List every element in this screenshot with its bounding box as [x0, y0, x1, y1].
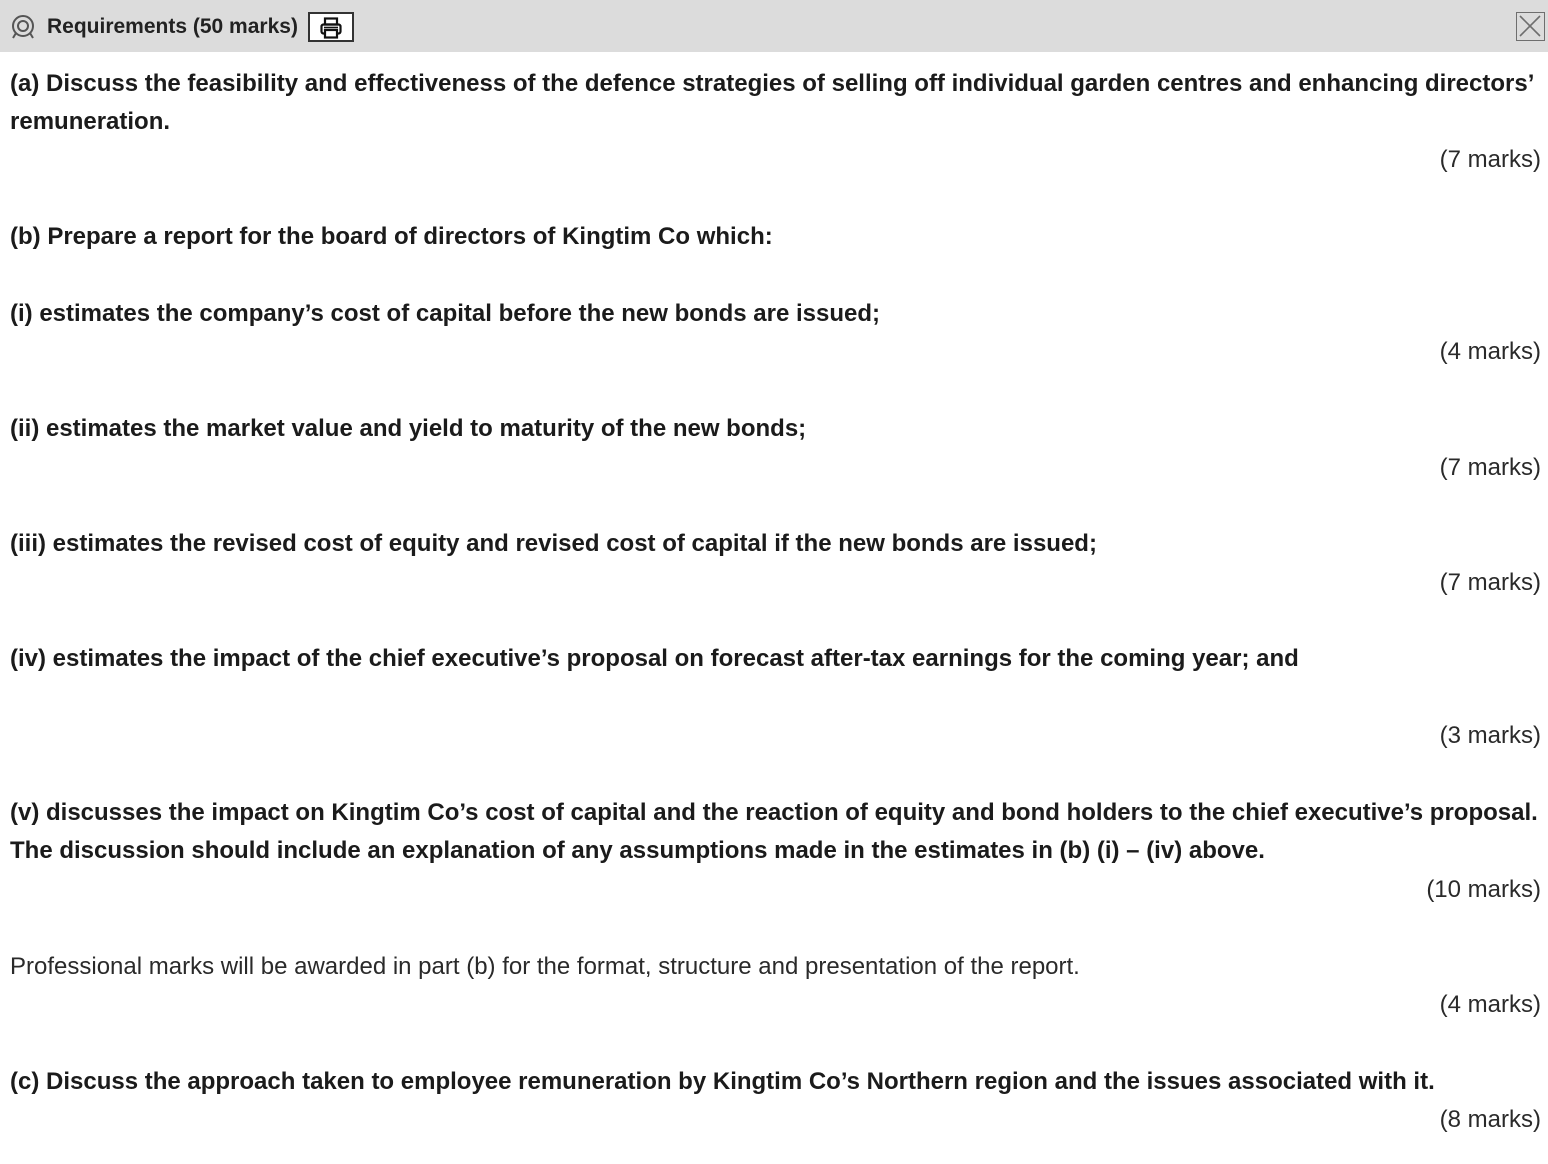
requirement-b-iv: (iv) estimates the impact of the chief executive’s proposal on forecast after-tax earnings for the coming year; and: [10, 645, 1299, 672]
professional-marks-note: Professional marks will be awarded in part (b) for the format, structure and presentation of the report.: [10, 953, 1080, 980]
requirement-c: (c) Discuss the approach taken to employee remuneration by Kingtim Co’s Northern region and the issues associated with it.: [10, 1068, 1435, 1095]
marks-professional: (4 marks): [1439, 991, 1541, 1018]
marks-b-iv: (3 marks): [1439, 722, 1541, 749]
header-title: Requirements (50 marks): [47, 15, 298, 38]
requirement-b-v: (v) discusses the impact on Kingtim Co’s cost of capital and the reaction of equity and bond holders to the chief executive’s proposal. The discussion should include an explanation of any assumptions made in the estimates in (b) (i) – (iv) above.: [10, 799, 1538, 864]
marks-b-ii: (7 marks): [1439, 454, 1541, 481]
marks-b-v: (10 marks): [1426, 876, 1541, 903]
marks-c: (8 marks): [1439, 1106, 1541, 1133]
marks-a: (7 marks): [1439, 146, 1541, 173]
requirement-b: (b) Prepare a report for the board of directors of Kingtim Co which:: [10, 223, 773, 250]
requirement-a: (a) Discuss the feasibility and effectiveness of the defence strategies of selling off individual garden centres and enhancing directors’ remuneration.: [10, 70, 1534, 135]
requirement-b-i: (i) estimates the company’s cost of capital before the new bonds are issued;: [10, 300, 880, 327]
requirement-b-ii: (ii) estimates the market value and yield to maturity of the new bonds;: [10, 415, 807, 442]
marks-b-iii: (7 marks): [1439, 569, 1541, 596]
requirement-b-iii: (iii) estimates the revised cost of equity and revised cost of capital if the new bonds are issued;: [10, 530, 1097, 557]
marks-b-i: (4 marks): [1439, 338, 1541, 365]
